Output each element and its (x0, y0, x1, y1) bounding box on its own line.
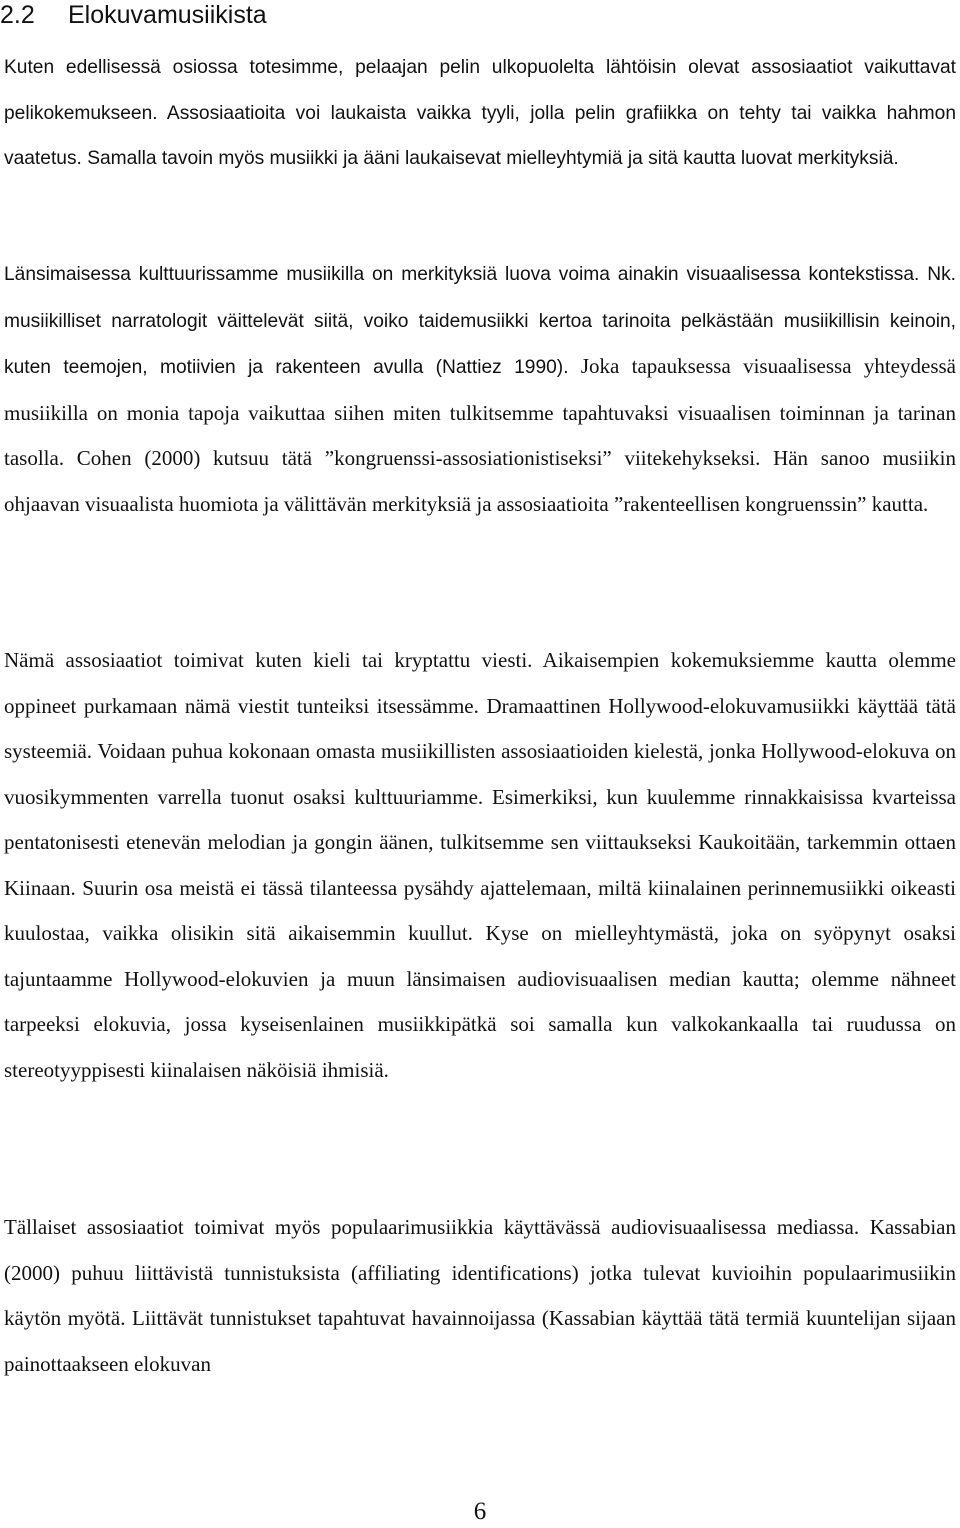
paragraph-2 (4, 251, 956, 527)
paragraph-1-text: Kuten edellisessä osiossa totesimme, pelaajan pelin ulkopuolelta lähtöisin olevat assosiaatiot vaikuttavat pelikokemukseen. Assosiaatioita voi laukaista vaikka tyyli, jolla pelin grafiikka on tehty tai vaikka hahmon vaatetus. Samalla tavoin myös musiikki ja ääni laukaisevat mielleyhtymiä ja sitä kautta luovat merkityksiä. (4, 57, 956, 169)
paragraph-1 (4, 45, 956, 182)
paragraph-4 (4, 1205, 956, 1387)
section-title: Elokuvamusiikista (68, 1, 267, 29)
section-number: 2.2 (0, 1, 35, 29)
paragraph-2-text-a: Länsimaisessa kulttuurissamme musiikilla on merkityksiä luova voima ainakin visuaalisessa kontekstissa. Nk. musiikilliset narratologit väittelevät siitä, voiko taidemusiikki kertoa tarinoita pelkästään musiikillisin keinoin, kuten teemojen, motiivien ja rakenteen avulla (Nattiez 1990). (4, 264, 956, 378)
paragraph-3-text: Nämä assosiaatiot toimivat kuten kieli tai kryptattu viesti. Aikaisempien kokemuksiemme kautta olemme oppineet purkamaan nämä viestit tunteiksi itsessämme. Dramaattinen Hollywood-elokuvamusiikki käyttää tätä systeemiä. Voidaan puhua kokonaan omasta musiikillisten assosiaatioiden kielestä, jonka Hollywood-elokuva on vuosikymmenten varrella tuonut osaksi kulttuuriamme. Esimerkiksi, kun kuulemme rinnakkaisissa kvarteissa pentatonisesti etenevän melodian ja gongin äänen, tulkitsemme sen viittaukseksi Kaukoitään, tarkemmin ottaen Kiinaan. Suurin osa meistä ei tässä tilanteessa pysähdy ajattelemaan, miltä kiinalainen perinnemusiikki oikeasti kuulostaa, vaikka olisikin sitä aikaisemmin kuullut. Kyse on mielleyhtymästä, joka on syöpynyt osaksi tajuntaamme Hollywood-elokuvien ja muun länsimaisen audiovisuaalisen median kautta; olemme nähneet tarpeeksi elokuvia, jossa kyseisenlainen musiikkipätkä soi samalla kun valkokankaalla tai ruudussa on stereotyyppisesti kiinalaisen näköisiä ihmisiä. (4, 648, 956, 1082)
page-number: 6 (473, 1498, 487, 1525)
paragraph-2-text-b: Joka tapauksessa visuaalisessa yhteydessä musiikilla on monia tapoja vaikuttaa siihen miten tulkitsemme tapahtuvaksi visuaalisen toiminnan ja tarinan tasolla. Cohen (2000) kutsuu tätä ”kongruenssi-assosiationistiseksi” viitekehykseksi. Hän sanoo musiikin ohjaavan visuaalista huomiota ja välittävän merkityksiä ja assosiaatioita ”rakenteellisen kongruenssin” kautta. (4, 354, 956, 516)
paragraph-3 (4, 638, 956, 1093)
section-heading (0, 0, 960, 30)
paragraph-4-text: Tällaiset assosiaatiot toimivat myös populaarimusiikkia käyttävässä audiovisuaalisessa mediassa. Kassabian (2000) puhuu liittävistä tunnistuksista (affiliating identifications) jotka tulevat kuvioihin populaarimusiikin käytön myötä. Liittävät tunnistukset tapahtuvat havainnoijassa (Kassabian käyttää tätä termiä kuuntelijan sijaan painottaakseen elokuvan (4, 1215, 956, 1376)
